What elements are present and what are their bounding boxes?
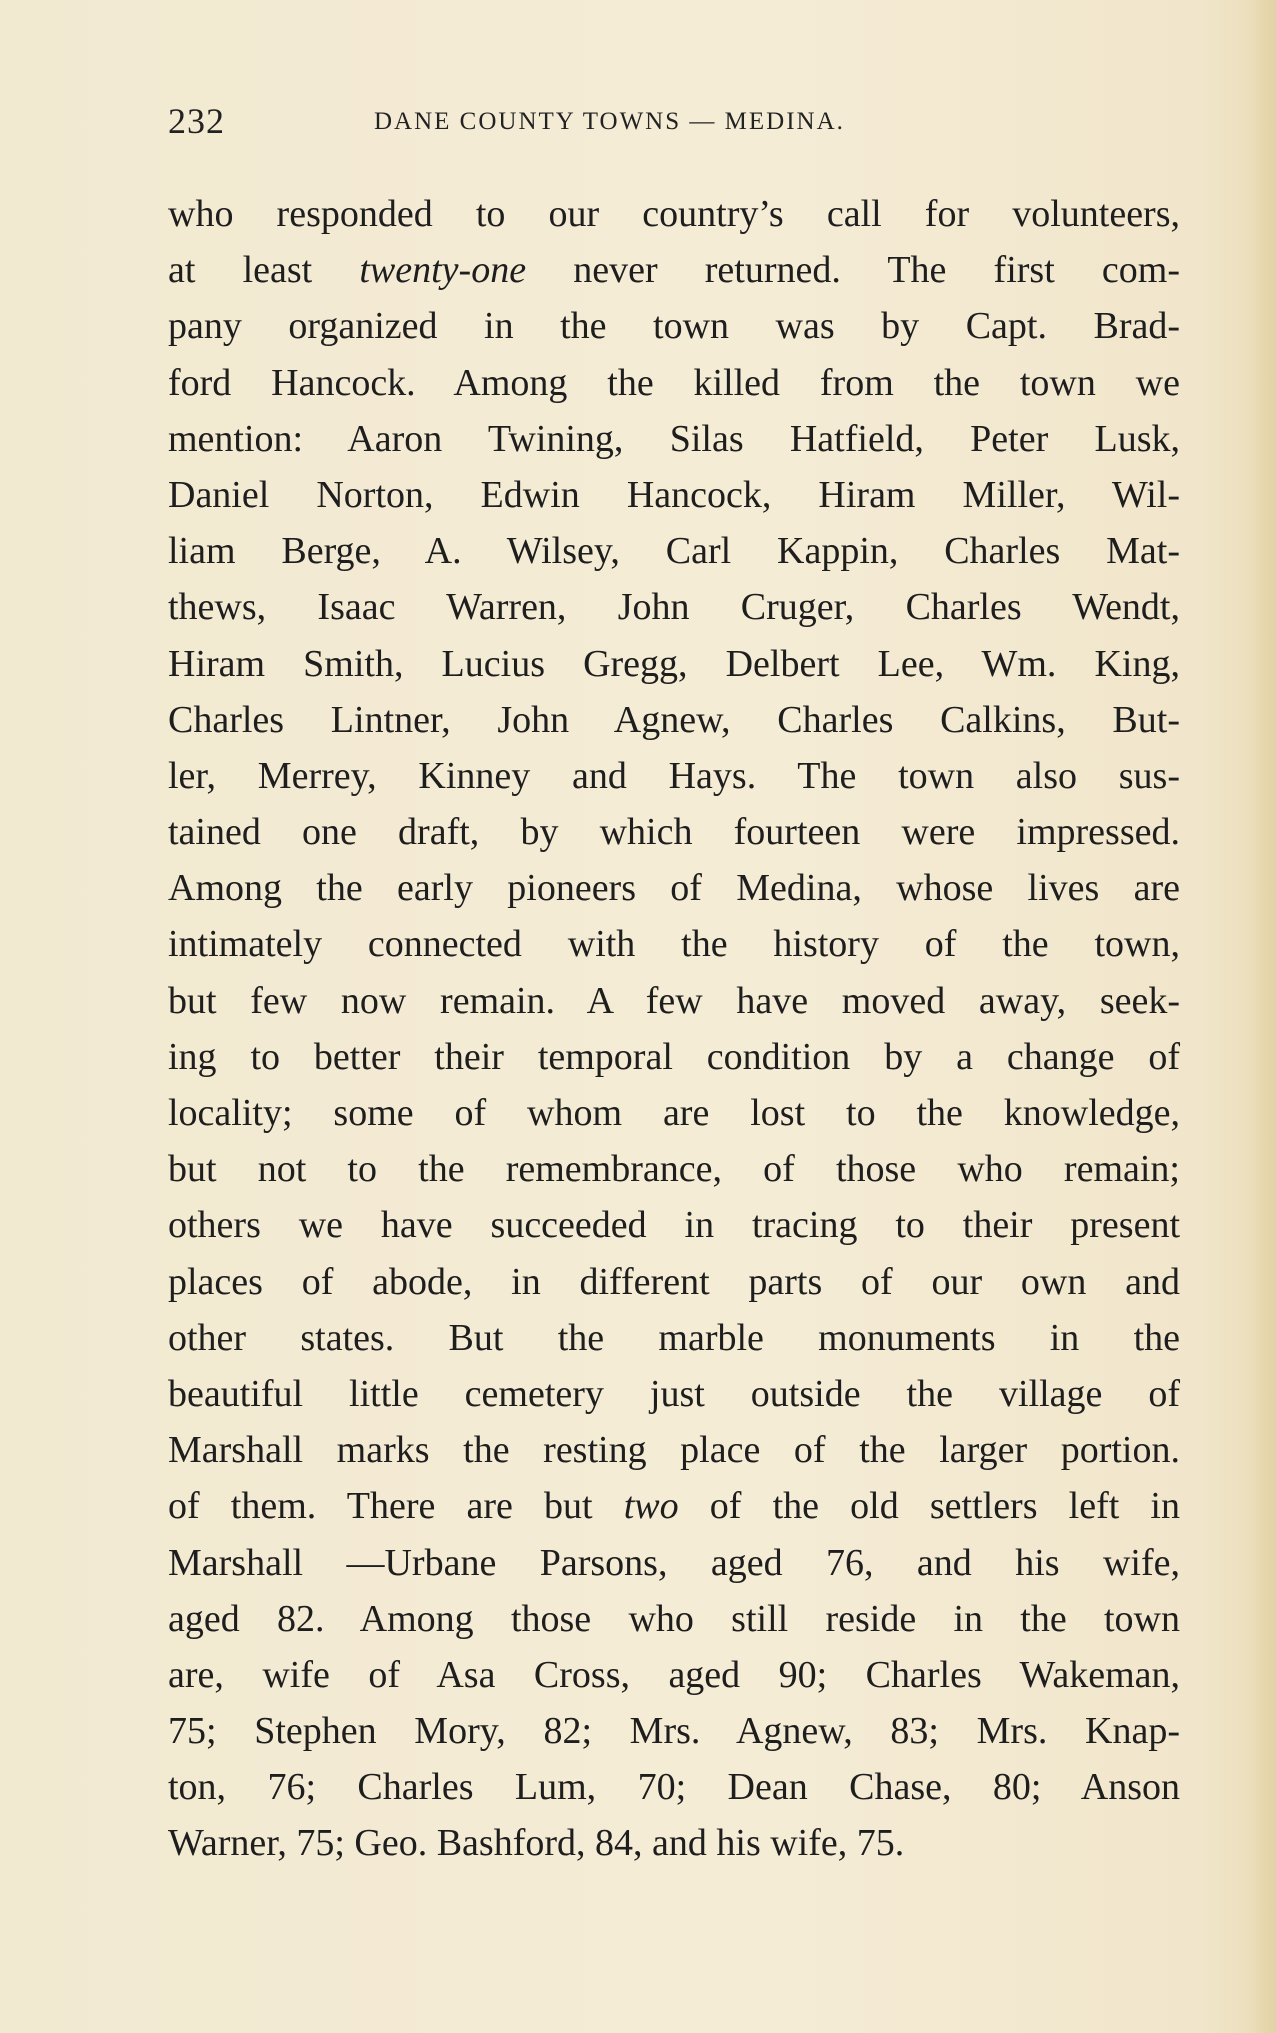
text-run: are, wife of Asa Cross, aged 90; Charles Wakeman, (168, 1653, 1180, 1696)
text-line (168, 579, 1180, 635)
text-line (168, 1478, 1180, 1534)
text-line (168, 916, 1180, 972)
text-line (168, 1254, 1180, 1310)
text-line (168, 467, 1180, 523)
text-run: aged 82. Among those who still reside in the town (168, 1597, 1180, 1640)
italic-text-run: twenty-one (359, 249, 527, 292)
text-run: Marshall —Urbane Parsons, aged 76, and his wife, (168, 1541, 1180, 1584)
text-run: ler, Merrey, Kinney and Hays. The town also sus- (168, 754, 1180, 797)
text-line (168, 1703, 1180, 1759)
text-run: beautiful little cemetery just outside the village of (168, 1372, 1180, 1415)
text-run: intimately connected with the history of the town, (168, 923, 1180, 966)
running-head: DANE COUNTY TOWNS — MEDINA. (374, 108, 845, 135)
text-run: mention: Aaron Twining, Silas Hatfield, Peter Lusk, (168, 417, 1180, 460)
text-line (168, 1310, 1180, 1366)
text-line (168, 523, 1180, 579)
text-run: Warner, 75; Geo. Bashford, 84, and his wife, 75. (168, 1822, 905, 1865)
text-run: Among the early pioneers of Medina, whose lives are (168, 867, 1180, 910)
text-run: 75; Stephen Mory, 82; Mrs. Agnew, 83; Mrs. Knap- (168, 1710, 1180, 1753)
text-run: Daniel Norton, Edwin Hancock, Hiram Miller, Wil- (168, 473, 1180, 516)
text-line (168, 692, 1180, 748)
text-line (168, 973, 1180, 1029)
text-run: pany organized in the town was by Capt. Brad- (168, 305, 1180, 348)
text-run: of them. There are but (168, 1485, 624, 1528)
text-run: ing to better their temporal condition by a change of (168, 1035, 1180, 1078)
text-run: other states. But the marble monuments in the (168, 1316, 1180, 1359)
text-line (168, 1197, 1180, 1253)
text-line (168, 186, 1180, 242)
text-run: liam Berge, A. Wilsey, Carl Kappin, Charles Mat- (168, 530, 1180, 573)
body-text (168, 186, 1180, 1872)
text-run: Hiram Smith, Lucius Gregg, Delbert Lee, Wm. King, (168, 642, 1180, 685)
text-line (168, 1029, 1180, 1085)
text-run: Charles Lintner, John Agnew, Charles Calkins, But- (168, 698, 1180, 741)
text-run: but few now remain. A few have moved away, seek- (168, 979, 1180, 1022)
text-run: locality; some of whom are lost to the knowledge, (168, 1092, 1180, 1134)
text-line (168, 1422, 1180, 1478)
italic-text-run: two (623, 1485, 679, 1528)
text-line (168, 298, 1180, 354)
text-line (168, 1085, 1180, 1141)
text-run: at least (168, 249, 360, 292)
text-line (168, 1815, 1180, 1871)
text-run: tained one draft, by which fourteen were impressed. (168, 811, 1180, 854)
page-edge-shadow (1248, 0, 1276, 2033)
text-line (168, 355, 1180, 411)
text-run: of the old settlers left in (678, 1485, 1180, 1528)
text-line (168, 860, 1180, 916)
text-line (168, 242, 1180, 298)
text-line (168, 1759, 1180, 1815)
text-run: ton, 76; Charles Lum, 70; Dean Chase, 80; Anson (168, 1766, 1180, 1809)
text-line (168, 1366, 1180, 1422)
text-run: never returned. The first com- (526, 249, 1180, 292)
text-run: others we have succeeded in tracing to their present (168, 1204, 1180, 1247)
text-run: thews, Isaac Warren, John Cruger, Charles Wendt, (168, 586, 1180, 629)
text-line (168, 1141, 1180, 1197)
text-line (168, 636, 1180, 692)
text-run: but not to the remembrance, of those who remain; (168, 1148, 1180, 1191)
text-line (168, 1647, 1180, 1703)
page-header (168, 100, 1178, 150)
page-number: 232 (168, 101, 225, 141)
text-line (168, 1591, 1180, 1647)
text-run: Marshall marks the resting place of the larger portion. (168, 1429, 1180, 1472)
text-line (168, 1535, 1180, 1591)
text-line (168, 748, 1180, 804)
text-line (168, 411, 1180, 467)
text-run: who responded to our country’s call for volunteers, (168, 193, 1180, 235)
text-run: places of abode, in different parts of our own and (168, 1260, 1180, 1303)
text-run: ford Hancock. Among the killed from the town we (168, 361, 1180, 404)
text-line (168, 804, 1180, 860)
